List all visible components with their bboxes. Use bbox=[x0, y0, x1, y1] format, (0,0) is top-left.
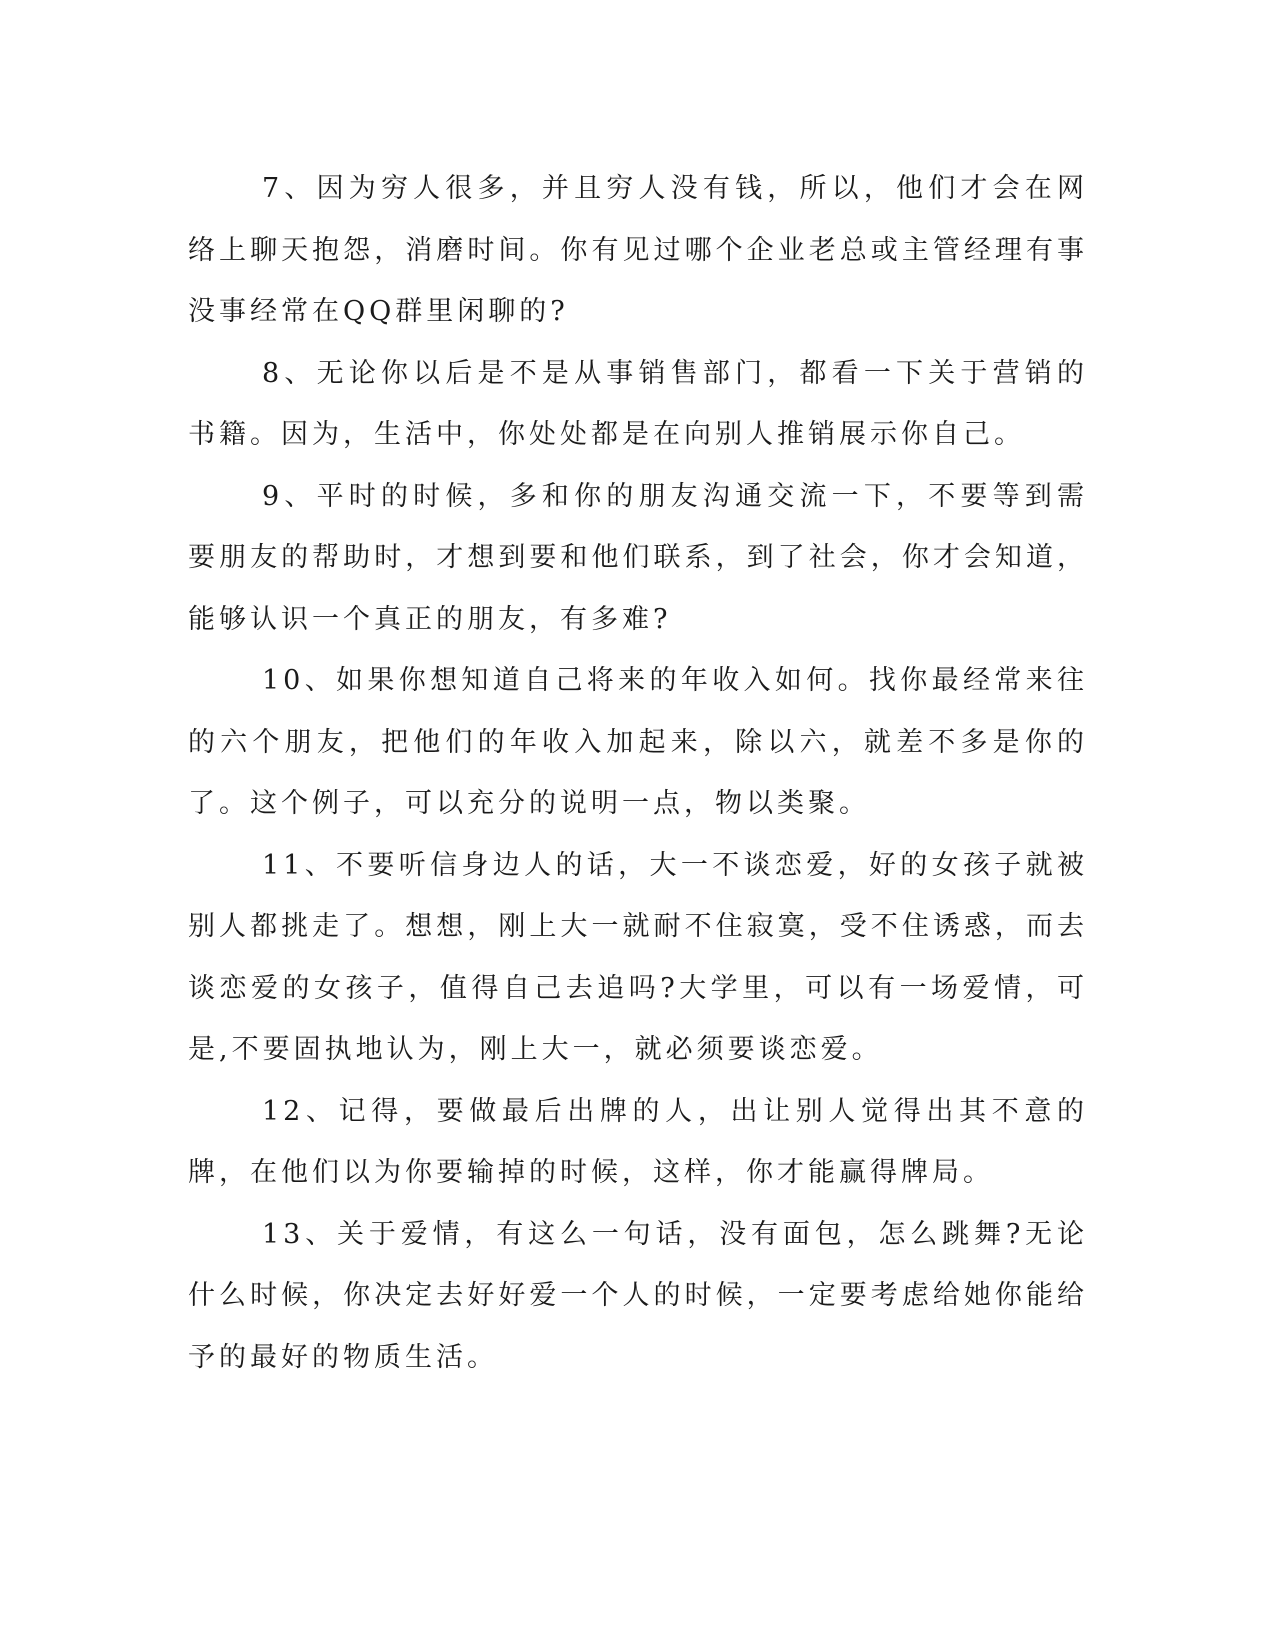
paragraph-8: 8、无论你以后是不是从事销售部门，都看一下关于营销的书籍。因为，生活中，你处处都是在向别人推销展示你自己。 bbox=[188, 357, 1088, 450]
paragraph-12: 12、记得，要做最后出牌的人，出让别人觉得出其不意的牌，在他们以为你要输掉的时候，这样，你才能赢得牌局。 bbox=[188, 1095, 1088, 1188]
document-body bbox=[188, 158, 1088, 1388]
paragraph-13: 13、关于爱情，有这么一句话，没有面包，怎么跳舞?无论什么时候，你决定去好好爱一个人的时候，一定要考虑给她你能给予的最好的物质生活。 bbox=[188, 1218, 1088, 1373]
paragraph-11: 11、不要听信身边人的话，大一不谈恋爱，好的女孩子就被别人都挑走了。想想，刚上大一就耐不住寂寞，受不住诱惑，而去谈恋爱的女孩子，值得自己去追吗?大学里，可以有一场爱情，可是,不要固执地认为，刚上大一，就必须要谈恋爱。 bbox=[188, 849, 1088, 1065]
paragraph-7: 7、因为穷人很多，并且穷人没有钱，所以，他们才会在网络上聊天抱怨，消磨时间。你有见过哪个企业老总或主管经理有事没事经常在QQ群里闲聊的? bbox=[188, 173, 1088, 327]
paragraph-9: 9、平时的时候，多和你的朋友沟通交流一下，不要等到需要朋友的帮助时，才想到要和他们联系，到了社会，你才会知道，能够认识一个真正的朋友，有多难? bbox=[188, 480, 1088, 635]
paragraph-10: 10、如果你想知道自己将来的年收入如何。找你最经常来往的六个朋友，把他们的年收入加起来，除以六，就差不多是你的了。这个例子，可以充分的说明一点，物以类聚。 bbox=[188, 665, 1088, 819]
